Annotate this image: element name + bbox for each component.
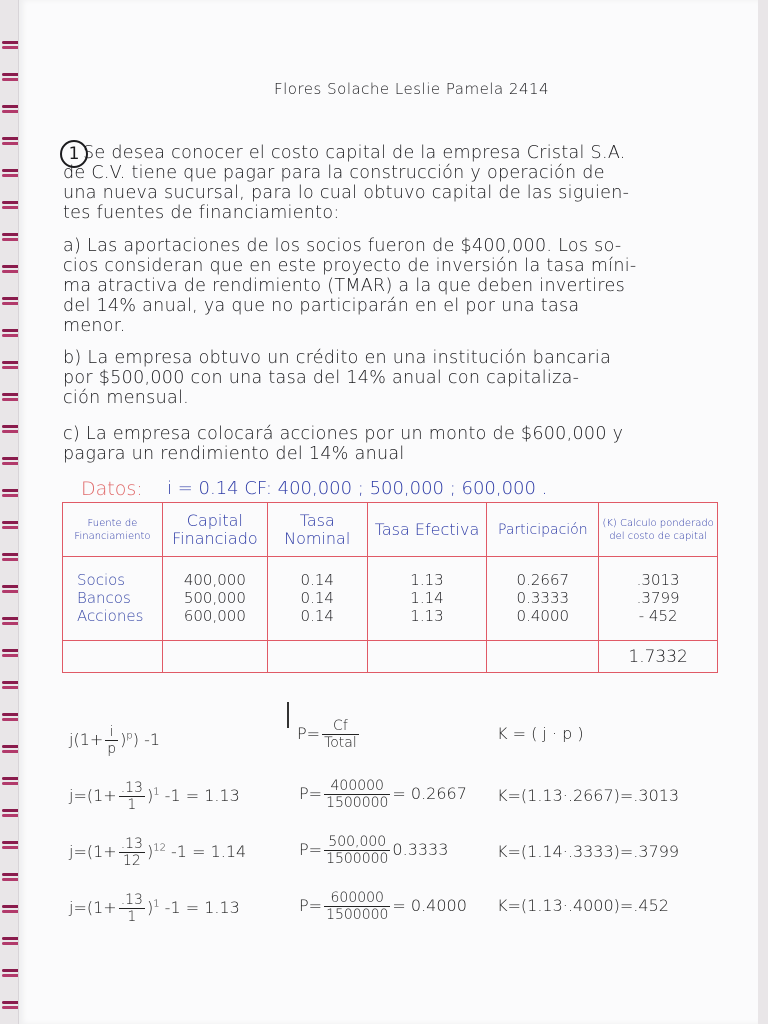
j-row-1-exp: 1 — [153, 786, 160, 798]
fuente-acciones: Acciones — [77, 607, 144, 625]
fuente-socios: Socios — [77, 571, 126, 589]
header-participacion: Participación — [487, 503, 599, 557]
table-total-row — [63, 641, 718, 673]
p-row-1: P= $\frac{400000}{1500000}$ = 0.2667 — [299, 778, 467, 811]
p-general-den: Total — [324, 735, 357, 751]
j-row-2-exp: 12 — [153, 842, 166, 854]
k-row-1: K=(1.13·.2667)=.3013 — [497, 786, 680, 805]
j-general-num: i — [105, 724, 118, 741]
item-c-line-1: c) La empresa colocará acciones por un monto de $600,000 y — [63, 424, 624, 444]
total-empty — [162, 641, 267, 673]
nominal-value: 0.14 — [300, 607, 334, 625]
table-header-row — [63, 503, 718, 557]
header-efectiva: Tasa Efectiva — [367, 503, 487, 557]
student-header: Flores Solache Leslie Pamela 2414 — [274, 80, 550, 98]
participacion-value: 0.2667 — [516, 571, 570, 589]
total-empty — [267, 641, 367, 673]
notebook-page — [18, 0, 758, 1024]
p-row-2-result: 0.3333 — [392, 840, 449, 859]
j-row-1-den: 1 — [127, 797, 137, 813]
j-general-formula: j(1+ $\frac{i}{p}$ )$^p$) -1 — [69, 724, 161, 757]
p-row-2: P= $\frac{500,000}{1500000}$ 0.3333 — [299, 834, 449, 867]
j-row-2-fraction — [119, 836, 145, 869]
item-b-line-2: por $500,000 con una tasa del 14% anual con capitaliza- — [63, 368, 580, 388]
header-capital: Capital Financiado — [162, 503, 267, 557]
p-row-3-num: 600000 — [324, 890, 390, 907]
datos-values: i = 0.14 CF: 400,000 ; 500,000 ; 600,000 . — [167, 478, 548, 499]
participacion-value: 0.4000 — [516, 607, 570, 625]
p-row-1-fraction — [324, 778, 390, 811]
fuente-cell — [63, 557, 163, 641]
k-general-formula: K = ( j · p ) — [497, 724, 584, 743]
fuente-bancos: Bancos — [77, 589, 131, 607]
p-row-2-den: 1500000 — [326, 851, 389, 867]
nominal-cell — [267, 557, 367, 641]
p-row-3: P= $\frac{600000}{1500000}$ = 0.4000 — [299, 890, 467, 923]
capital-value: 400,000 — [183, 571, 246, 589]
p-row-1-result: = 0.2667 — [392, 784, 467, 803]
j-row-3-fraction — [119, 892, 145, 925]
p-row-1-num: 400000 — [324, 778, 390, 795]
total-empty — [63, 641, 163, 673]
table-row — [63, 557, 718, 641]
j-row-3-num: .13 — [120, 892, 143, 908]
header-k: (K) Calculo ponderado del costo de capital — [599, 503, 718, 557]
item-a-line-3: ma atractiva de rendimiento (TMAR) a la que deben invertires — [63, 276, 625, 296]
efectiva-cell — [367, 557, 487, 641]
total-empty — [367, 641, 487, 673]
header-fuente: Fuente de Financiamiento — [63, 503, 163, 557]
k-cell — [599, 557, 718, 641]
j-row-3-exp: 1 — [153, 898, 160, 910]
p-row-3-result: = 0.4000 — [392, 896, 467, 915]
efectiva-value: 1.14 — [410, 589, 444, 607]
j-row-2-result: -1 = 1.14 — [171, 842, 247, 861]
header-nominal: Tasa Nominal — [267, 503, 367, 557]
intro-line-2: de C.V. tiene que pagar para la construcción y operación de — [63, 163, 605, 183]
j-row-3: j=(1+ $\frac{.13}{1}$ )$^1$ -1 = 1.13 — [69, 892, 240, 925]
p-general-formula — [297, 718, 361, 751]
intro-line-3: una nueva sucursal, para lo cual obtuvo capital de las siguien- — [63, 183, 630, 203]
divider-mark — [287, 702, 289, 728]
item-a-line-2: cios consideran que en este proyecto de inversión la tasa míni- — [63, 256, 637, 276]
item-a-line-4: del 14% anual, ya que no participarán en el por una tasa — [63, 296, 580, 316]
item-b-line-1: b) La empresa obtuvo un crédito en una institución bancaria — [63, 348, 612, 368]
capital-cell — [162, 557, 267, 641]
j-row-1-result: -1 = 1.13 — [164, 786, 240, 805]
j-row-1: j=(1+ $\frac{.13}{1}$ )$^1$ -1 = 1.13 — [69, 780, 240, 813]
j-general-tail: ) -1 — [132, 730, 161, 749]
p-general-num: Cf — [322, 718, 359, 735]
j-general-body: (1+ — [73, 730, 104, 749]
total-empty — [487, 641, 599, 673]
p-general-fraction — [322, 718, 359, 751]
j-general-fraction — [105, 724, 118, 757]
efectiva-value: 1.13 — [410, 571, 444, 589]
item-b-line-3: ción mensual. — [63, 388, 190, 408]
k-row-2: K=(1.14·.3333)=.3799 — [497, 842, 680, 861]
datos-label: Datos: — [81, 478, 143, 500]
j-general-prefix: j — [69, 730, 74, 749]
intro-line-4: tes fuentes de financiamiento: — [63, 203, 340, 223]
k-value: - 452 — [638, 607, 678, 625]
participacion-cell — [487, 557, 599, 641]
intro-line-1: Se desea conocer el costo capital de la empresa Cristal S.A. — [83, 143, 626, 163]
item-a-line-1: a) Las aportaciones de los socios fueron de $400,000. Los so- — [63, 236, 622, 256]
j-row-1-fraction — [119, 780, 145, 813]
total-k-value: 1.7332 — [599, 641, 718, 673]
nominal-value: 0.14 — [300, 571, 334, 589]
item-a-line-5: menor. — [63, 316, 126, 336]
problem-number: 1 — [60, 140, 88, 168]
nominal-value: 0.14 — [300, 589, 334, 607]
j-row-2: j=(1+ $\frac{.13}{12}$ )$^{12}$ -1 = 1.14 — [69, 836, 247, 869]
j-row-1-num: .13 — [120, 780, 143, 796]
k-value: .3799 — [636, 589, 680, 607]
p-row-2-fraction — [324, 834, 390, 867]
participacion-value: 0.3333 — [516, 589, 570, 607]
capital-value: 600,000 — [183, 607, 246, 625]
j-row-3-result: -1 = 1.13 — [164, 898, 240, 917]
j-row-3-den: 1 — [127, 909, 137, 925]
j-row-2-num: .13 — [120, 836, 143, 852]
item-c-line-2: pagara un rendimiento del 14% anual — [63, 444, 405, 464]
k-row-3: K=(1.13·.4000)=.452 — [497, 896, 669, 915]
capital-value: 500,000 — [183, 589, 246, 607]
efectiva-value: 1.13 — [410, 607, 444, 625]
p-row-1-den: 1500000 — [326, 795, 389, 811]
j-general-den: p — [107, 741, 117, 757]
financing-table — [62, 502, 718, 673]
p-row-2-num: 500,000 — [324, 834, 390, 851]
j-general-exp: p — [126, 730, 133, 742]
k-value: .3013 — [636, 571, 680, 589]
p-row-3-fraction — [324, 890, 390, 923]
p-general-prefix: P= — [297, 724, 321, 743]
j-row-2-den: 12 — [122, 853, 141, 869]
p-row-3-den: 1500000 — [326, 907, 389, 923]
